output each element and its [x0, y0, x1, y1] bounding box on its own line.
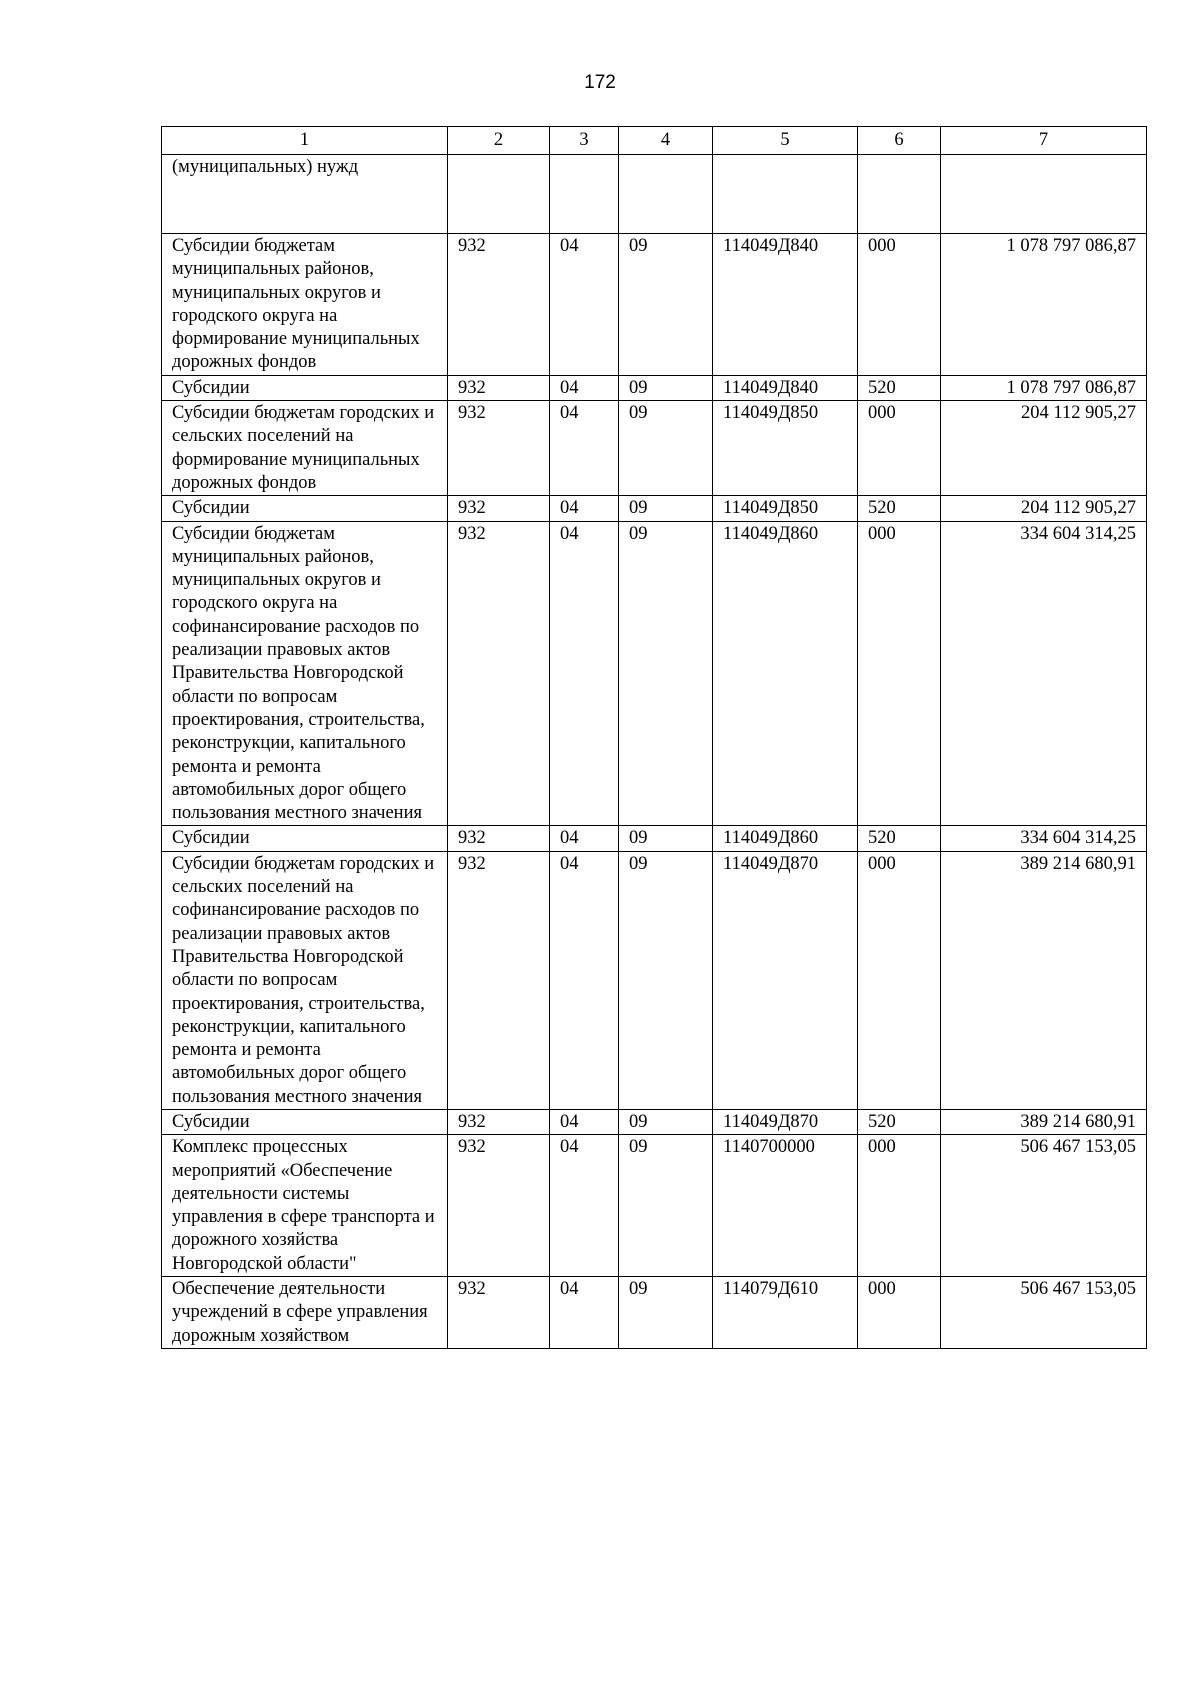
amount-cell: 334 604 314,25 — [941, 826, 1147, 851]
col6-cell: 000 — [858, 1135, 941, 1277]
table-row — [162, 155, 1147, 234]
row-name-cell: Субсидии бюджетам муниципальных районов, муниципальных округов и городского округа на формирование муниципальных дорожных фондов — [162, 234, 448, 376]
table-row — [162, 401, 1147, 496]
table-header-row — [162, 127, 1147, 155]
col3-cell: 04 — [550, 1135, 619, 1277]
col3-cell: 04 — [550, 521, 619, 826]
table-row — [162, 521, 1147, 826]
amount-cell: 506 467 153,05 — [941, 1135, 1147, 1277]
row-name-cell: Обеспечение деятельности учреждений в сфере управления дорожным хозяйством — [162, 1277, 448, 1349]
col6-cell — [858, 155, 941, 234]
amount-cell: 506 467 153,05 — [941, 1277, 1147, 1349]
amount-cell: 389 214 680,91 — [941, 1109, 1147, 1134]
col4-cell: 09 — [619, 375, 713, 400]
amount-cell: 204 112 905,27 — [941, 401, 1147, 496]
row-name-cell: Комплекс процессных мероприятий «Обеспечение деятельности системы управления в сфере транспорта и дорожного хозяйства Новгородской области" — [162, 1135, 448, 1277]
col6-cell: 520 — [858, 826, 941, 851]
budget-table — [161, 126, 1147, 1349]
amount-cell: 204 112 905,27 — [941, 496, 1147, 521]
col3-cell: 04 — [550, 375, 619, 400]
table-row — [162, 1135, 1147, 1277]
col4-cell: 09 — [619, 401, 713, 496]
col3-cell: 04 — [550, 401, 619, 496]
col2-cell: 932 — [448, 521, 550, 826]
amount-cell — [941, 155, 1147, 234]
row-name-cell: Субсидии — [162, 375, 448, 400]
table-row — [162, 851, 1147, 1109]
col2-cell: 932 — [448, 851, 550, 1109]
col5-cell: 114049Д840 — [713, 375, 858, 400]
page-number: 172 — [584, 72, 616, 93]
col2-cell — [448, 155, 550, 234]
col5-cell: 114049Д860 — [713, 521, 858, 826]
col4-cell: 09 — [619, 1135, 713, 1277]
column-header: 4 — [619, 127, 713, 155]
col2-cell: 932 — [448, 234, 550, 376]
amount-cell: 334 604 314,25 — [941, 521, 1147, 826]
col6-cell: 000 — [858, 234, 941, 376]
row-name-cell: Субсидии бюджетам муниципальных районов, муниципальных округов и городского округа на софинансирование расходов по реализации правовых актов Правительства Новгородской области по вопросам проектирования, строительства, реконструкции, капитального ремонта и ремонта автомобильных дорог общего пользования местного значения — [162, 521, 448, 826]
col4-cell: 09 — [619, 826, 713, 851]
col4-cell: 09 — [619, 521, 713, 826]
col3-cell: 04 — [550, 851, 619, 1109]
table-row — [162, 496, 1147, 521]
column-header: 2 — [448, 127, 550, 155]
column-header: 1 — [162, 127, 448, 155]
row-name-cell: Субсидии бюджетам городских и сельских поселений на софинансирование расходов по реализации правовых актов Правительства Новгородской области по вопросам проектирования, строительства, реконструкции, капитального ремонта и ремонта автомобильных дорог общего пользования местного значения — [162, 851, 448, 1109]
col2-cell: 932 — [448, 401, 550, 496]
col3-cell: 04 — [550, 1277, 619, 1349]
column-header: 6 — [858, 127, 941, 155]
col5-cell: 114079Д610 — [713, 1277, 858, 1349]
column-header: 7 — [941, 127, 1147, 155]
col6-cell: 000 — [858, 851, 941, 1109]
col4-cell: 09 — [619, 1277, 713, 1349]
row-name-cell: (муниципальных) нужд — [162, 155, 448, 234]
row-name-cell: Субсидии — [162, 496, 448, 521]
col4-cell — [619, 155, 713, 234]
col2-cell: 932 — [448, 1277, 550, 1349]
col5-cell: 114049Д840 — [713, 234, 858, 376]
col2-cell: 932 — [448, 375, 550, 400]
table-row — [162, 375, 1147, 400]
amount-cell: 1 078 797 086,87 — [941, 234, 1147, 376]
amount-cell: 1 078 797 086,87 — [941, 375, 1147, 400]
col6-cell: 000 — [858, 521, 941, 826]
col5-cell: 114049Д870 — [713, 851, 858, 1109]
col3-cell: 04 — [550, 826, 619, 851]
col5-cell: 114049Д850 — [713, 401, 858, 496]
col2-cell: 932 — [448, 826, 550, 851]
row-name-cell: Субсидии — [162, 826, 448, 851]
col5-cell: 114049Д870 — [713, 1109, 858, 1134]
column-header: 3 — [550, 127, 619, 155]
col4-cell: 09 — [619, 851, 713, 1109]
table-row — [162, 1109, 1147, 1134]
table-row — [162, 826, 1147, 851]
col5-cell — [713, 155, 858, 234]
col4-cell: 09 — [619, 496, 713, 521]
col4-cell: 09 — [619, 1109, 713, 1134]
table-row — [162, 1277, 1147, 1349]
row-name-cell: Субсидии бюджетам городских и сельских поселений на формирование муниципальных дорожных фондов — [162, 401, 448, 496]
col3-cell — [550, 155, 619, 234]
col5-cell: 114049Д860 — [713, 826, 858, 851]
col5-cell: 1140700000 — [713, 1135, 858, 1277]
amount-cell: 389 214 680,91 — [941, 851, 1147, 1109]
col2-cell: 932 — [448, 1109, 550, 1134]
col4-cell: 09 — [619, 234, 713, 376]
col3-cell: 04 — [550, 1109, 619, 1134]
row-name-cell: Субсидии — [162, 1109, 448, 1134]
col3-cell: 04 — [550, 496, 619, 521]
table-row — [162, 234, 1147, 376]
col6-cell: 000 — [858, 401, 941, 496]
col2-cell: 932 — [448, 1135, 550, 1277]
col2-cell: 932 — [448, 496, 550, 521]
col3-cell: 04 — [550, 234, 619, 376]
col6-cell: 520 — [858, 1109, 941, 1134]
col6-cell: 520 — [858, 496, 941, 521]
column-header: 5 — [713, 127, 858, 155]
col6-cell: 520 — [858, 375, 941, 400]
col6-cell: 000 — [858, 1277, 941, 1349]
col5-cell: 114049Д850 — [713, 496, 858, 521]
